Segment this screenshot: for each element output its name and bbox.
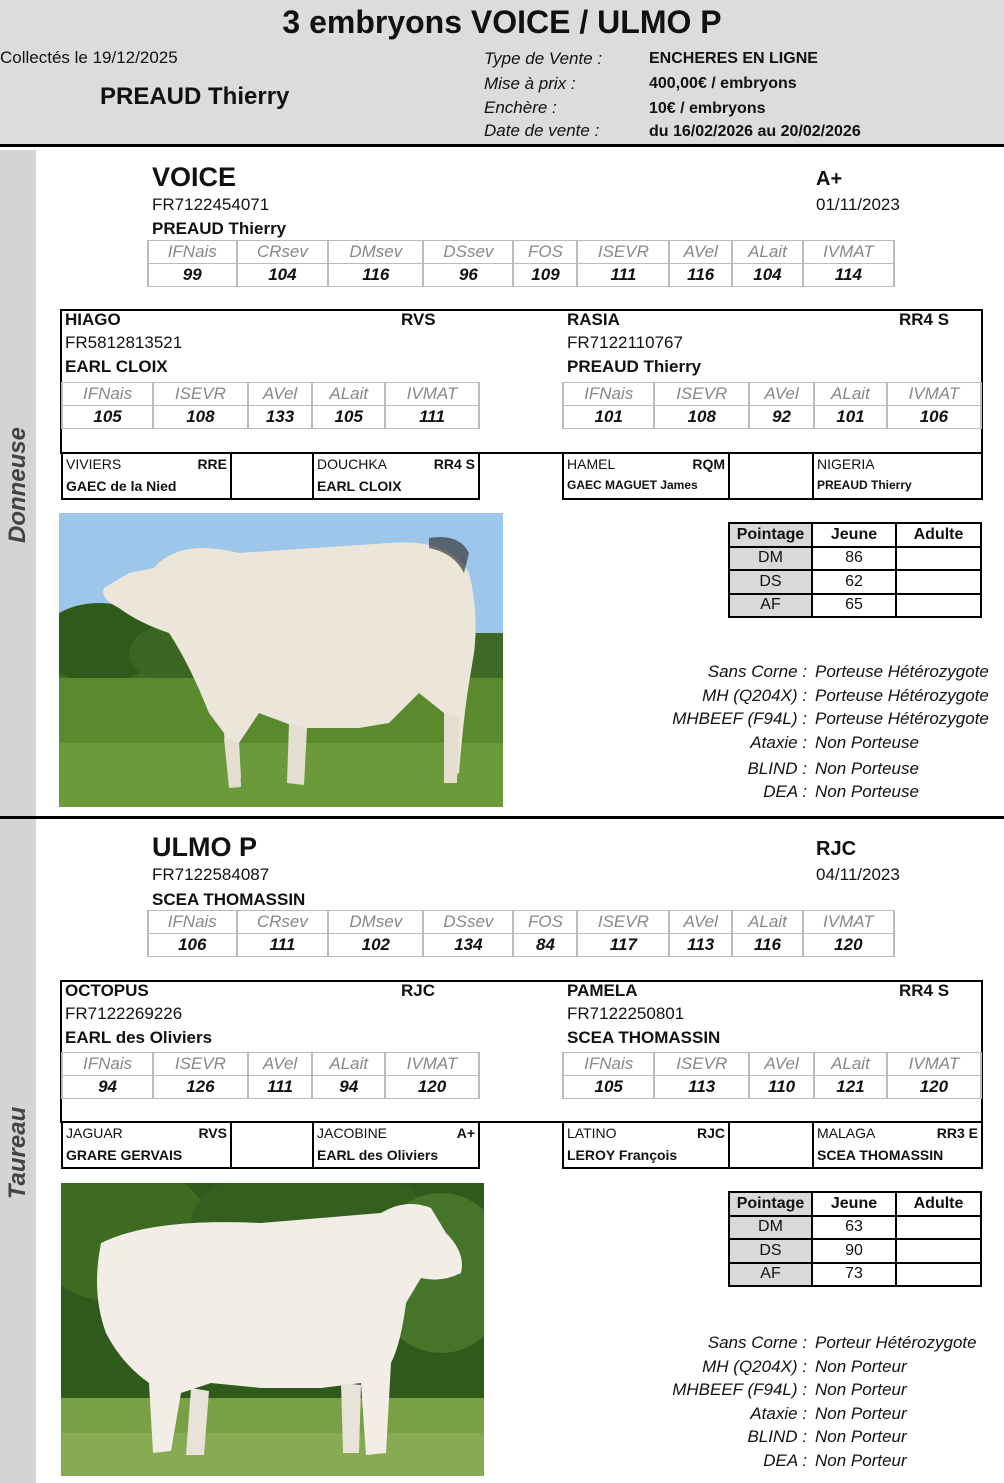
index-value: 92: [749, 406, 814, 429]
grandparent-cell: [812, 1121, 983, 1169]
genetic-label: MH (Q204X) :: [702, 686, 807, 705]
pointage-jeune: 65: [812, 594, 896, 618]
donneuse-sire-breeder: EARL CLOIX: [65, 357, 168, 376]
pointage-header: Pointage: [729, 1192, 812, 1216]
grandparent-grade: A+: [456, 1125, 475, 1141]
index-value: 108: [153, 406, 248, 429]
index-value: 120: [803, 934, 894, 957]
index-header: IVMAT: [887, 383, 981, 406]
donneuse-dam-name: RASIA: [567, 310, 620, 329]
pointage-header: Jeune: [812, 523, 896, 547]
genetic-value: Non Porteuse: [815, 782, 919, 801]
pointage-jeune: 86: [812, 547, 896, 571]
index-header: IVMAT: [803, 911, 894, 934]
genetic-label: DEA :: [763, 1451, 807, 1470]
genetic-value: Non Porteur: [815, 1451, 907, 1470]
grandparent-name: JAGUAR: [66, 1125, 123, 1141]
index-value: 94: [312, 1076, 385, 1099]
index-header: IFNais: [148, 241, 237, 264]
genetic-value: Porteuse Hétérozygote: [815, 662, 989, 681]
taureau-birth: 04/11/2023: [816, 865, 900, 884]
donneuse-sire-id: FR5812813521: [65, 333, 183, 352]
pointage-header: Jeune: [812, 1192, 896, 1216]
index-header: IFNais: [563, 383, 654, 406]
index-header: IVMAT: [385, 383, 479, 406]
index-value: 110: [749, 1076, 814, 1099]
index-value: 102: [328, 934, 423, 957]
index-header: CRsev: [237, 241, 329, 264]
pointage-label: AF: [729, 1263, 812, 1287]
index-header: AVel: [248, 383, 313, 406]
pointage-label: DS: [729, 1239, 812, 1263]
index-header: IVMAT: [887, 1053, 981, 1076]
index-value: 99: [148, 264, 237, 287]
index-value: 105: [563, 1076, 654, 1099]
index-header: AVel: [669, 911, 732, 934]
taureau-photo: [61, 1183, 484, 1476]
taureau-id: FR7122584087: [152, 865, 270, 884]
donneuse-photo: [59, 513, 503, 807]
section-divider: [0, 816, 1004, 819]
pointage-adulte: [896, 1239, 981, 1263]
collection-date: Collectés le 19/12/2025: [0, 48, 178, 67]
genetic-value: Non Porteur: [815, 1380, 907, 1399]
taureau-sire-index-table: [61, 1052, 480, 1099]
start-price: 400,00€ / embryons: [649, 75, 797, 92]
index-header: IVMAT: [385, 1053, 479, 1076]
pointage-adulte: [896, 547, 981, 571]
index-value: 106: [148, 934, 237, 957]
index-value: 104: [237, 264, 329, 287]
pointage-header: Adulte: [896, 523, 981, 547]
start-price-label: Mise à prix :: [484, 74, 576, 93]
index-header: IFNais: [62, 1053, 153, 1076]
genetic-label: Ataxie :: [750, 1404, 807, 1423]
genetic-value: Non Porteuse: [815, 759, 919, 778]
genetic-label: MHBEEF (F94L) :: [672, 709, 807, 728]
grandparent-name: LATINO: [567, 1125, 617, 1141]
index-value: 116: [669, 264, 732, 287]
index-value: 96: [423, 264, 513, 287]
grandparent-spacer: [728, 1121, 814, 1169]
taureau-sire-grade: RJC: [401, 981, 436, 1000]
sale-type: ENCHERES EN LIGNE: [649, 50, 818, 67]
grandparent-grade: RR4 S: [433, 456, 475, 472]
index-header: ISEVR: [654, 383, 749, 406]
index-header: ISEVR: [577, 911, 669, 934]
donneuse-dam-id: FR7122110767: [567, 333, 683, 352]
bid-step: 10€ / embryons: [649, 100, 766, 117]
donneuse-birth: 01/11/2023: [816, 195, 900, 214]
header-owner: PREAUD Thierry: [100, 83, 290, 110]
index-value: 113: [669, 934, 732, 957]
taureau-dam-id: FR7122250801: [567, 1004, 685, 1023]
donneuse-pointage-table: [728, 522, 982, 618]
donneuse-side-label: Donneuse: [4, 426, 31, 544]
bid-label: Enchère :: [484, 98, 557, 117]
grandparent-cell: [562, 1121, 730, 1169]
index-value: 101: [814, 406, 887, 429]
pointage-label: DM: [729, 1216, 812, 1240]
genetic-label: BLIND :: [747, 1427, 807, 1446]
grandparent-spacer: [728, 452, 814, 500]
genetic-label: MHBEEF (F94L) :: [672, 1380, 807, 1399]
donneuse-sire-index-table: [61, 382, 480, 429]
index-value: 111: [577, 264, 669, 287]
index-header: AVel: [749, 1053, 814, 1076]
donneuse-sire-name: HIAGO: [65, 310, 121, 329]
grandparent-owner: EARL des Oliviers: [317, 1147, 439, 1163]
index-value: 117: [577, 934, 669, 957]
index-value: 116: [732, 934, 803, 957]
genetic-label: MH (Q204X) :: [702, 1357, 807, 1376]
sale-date: du 16/02/2026 au 20/02/2026: [649, 123, 861, 140]
genetic-value: Non Porteuse: [815, 733, 919, 752]
index-header: ALait: [312, 1053, 385, 1076]
index-header: ALait: [732, 911, 803, 934]
sale-type-label: Type de Vente :: [484, 49, 603, 68]
genetic-value: Porteuse Hétérozygote: [815, 709, 989, 728]
index-header: ALait: [732, 241, 803, 264]
grandparent-owner: SCEA THOMASSIN: [817, 1147, 944, 1163]
pointage-jeune: 73: [812, 1263, 896, 1287]
index-header: FOS: [513, 241, 577, 264]
index-value: 126: [153, 1076, 248, 1099]
grandparent-grade: RQM: [692, 456, 725, 472]
genetic-value: Porteuse Hétérozygote: [815, 686, 989, 705]
pointage-header: Adulte: [896, 1192, 981, 1216]
index-header: AVel: [248, 1053, 313, 1076]
index-value: 120: [385, 1076, 479, 1099]
taureau-dam-index-table: [562, 1052, 982, 1099]
index-value: 105: [312, 406, 385, 429]
genetic-value: Porteur Hétérozygote: [815, 1333, 977, 1352]
taureau-dam-grade: RR4 S: [899, 981, 950, 1000]
grandparent-cell: [562, 452, 730, 500]
index-value: 109: [513, 264, 577, 287]
pointage-jeune: 63: [812, 1216, 896, 1240]
index-header: IFNais: [563, 1053, 654, 1076]
index-value: 121: [814, 1076, 887, 1099]
index-value: 133: [248, 406, 313, 429]
index-header: IFNais: [62, 383, 153, 406]
index-value: 116: [328, 264, 423, 287]
taureau-grade: RJC: [816, 838, 857, 860]
index-header: ISEVR: [577, 241, 669, 264]
donneuse-sire-grade: RVS: [401, 310, 436, 329]
grandparent-owner: EARL CLOIX: [317, 478, 402, 494]
index-value: 94: [62, 1076, 153, 1099]
pointage-jeune: 62: [812, 570, 896, 594]
pointage-adulte: [896, 594, 981, 618]
index-value: 101: [563, 406, 654, 429]
donneuse-name: VOICE: [152, 162, 237, 192]
index-value: 105: [62, 406, 153, 429]
index-header: ALait: [814, 383, 887, 406]
taureau-dam-name: PAMELA: [567, 981, 638, 1000]
taureau-sire-id: FR7122269226: [65, 1004, 183, 1023]
genetic-value: Non Porteur: [815, 1357, 907, 1376]
pointage-label: DM: [729, 547, 812, 571]
index-header: FOS: [513, 911, 577, 934]
grandparent-name: VIVIERS: [66, 456, 122, 472]
donneuse-dam-index-table: [562, 382, 982, 429]
genetic-value: Non Porteur: [815, 1427, 907, 1446]
pointage-label: AF: [729, 594, 812, 618]
sale-date-label: Date de vente :: [484, 121, 600, 140]
donneuse-grade: A+: [816, 168, 843, 190]
genetic-value: Non Porteur: [815, 1404, 907, 1423]
grandparent-name: HAMEL: [567, 456, 616, 472]
grandparent-cell: [61, 452, 232, 500]
genetic-label: BLIND :: [747, 759, 807, 778]
pointage-adulte: [896, 1263, 981, 1287]
genetic-label: Sans Corne :: [707, 662, 807, 681]
index-value: 111: [385, 406, 479, 429]
index-header: DSsev: [423, 241, 513, 264]
taureau-index-table: [147, 910, 895, 957]
grandparent-owner: GRARE GERVAIS: [66, 1147, 183, 1163]
grandparent-grade: RJC: [696, 1125, 725, 1141]
index-value: 114: [803, 264, 894, 287]
grandparent-name: MALAGA: [817, 1125, 876, 1141]
grandparent-owner: PREAUD Thierry: [817, 478, 912, 492]
index-header: ALait: [312, 383, 385, 406]
index-value: 106: [887, 406, 981, 429]
grandparent-spacer: [230, 1121, 314, 1169]
donneuse-breeder: PREAUD Thierry: [152, 219, 287, 238]
grandparent-cell: [312, 452, 480, 500]
donneuse-id: FR7122454071: [152, 195, 270, 214]
index-header: DMsev: [328, 911, 423, 934]
donneuse-dam-grade: RR4 S: [899, 310, 950, 329]
index-header: ISEVR: [153, 383, 248, 406]
grandparent-owner: GAEC MAGUET James: [567, 478, 698, 492]
index-value: 111: [248, 1076, 313, 1099]
index-header: ISEVR: [654, 1053, 749, 1076]
grandparent-grade: RR3 E: [936, 1125, 978, 1141]
index-header: CRsev: [237, 911, 329, 934]
index-value: 104: [732, 264, 803, 287]
index-value: 113: [654, 1076, 749, 1099]
taureau-side-label: Taureau: [4, 1106, 31, 1200]
index-header: DMsev: [328, 241, 423, 264]
index-header: ISEVR: [153, 1053, 248, 1076]
genetic-label: Ataxie :: [750, 733, 807, 752]
index-header: AVel: [749, 383, 814, 406]
grandparent-spacer: [230, 452, 314, 500]
index-value: 120: [887, 1076, 981, 1099]
grandparent-cell: [312, 1121, 480, 1169]
index-header: IFNais: [148, 911, 237, 934]
pointage-adulte: [896, 570, 981, 594]
grandparent-grade: RVS: [198, 1125, 227, 1141]
pointage-header: Pointage: [729, 523, 812, 547]
grandparent-owner: GAEC de la Nied: [66, 478, 177, 494]
index-header: DSsev: [423, 911, 513, 934]
pointage-jeune: 90: [812, 1239, 896, 1263]
taureau-name: ULMO P: [152, 832, 257, 862]
grandparent-name: NIGERIA: [817, 456, 875, 472]
index-header: IVMAT: [803, 241, 894, 264]
taureau-dam-breeder: SCEA THOMASSIN: [567, 1028, 721, 1047]
index-value: 134: [423, 934, 513, 957]
grandparent-cell: [812, 452, 983, 500]
index-value: 108: [654, 406, 749, 429]
grandparent-name: JACOBINE: [317, 1125, 388, 1141]
index-header: ALait: [814, 1053, 887, 1076]
genetic-label: Sans Corne :: [707, 1333, 807, 1352]
pointage-adulte: [896, 1216, 981, 1240]
index-value: 84: [513, 934, 577, 957]
taureau-sire-name: OCTOPUS: [65, 981, 149, 1000]
page-title: 3 embryons VOICE / ULMO P: [282, 4, 722, 40]
index-header: AVel: [669, 241, 732, 264]
grandparent-cell: [61, 1121, 232, 1169]
taureau-pointage-table: [728, 1191, 982, 1287]
grandparent-grade: RRE: [197, 456, 227, 472]
pointage-label: DS: [729, 570, 812, 594]
grandparent-owner: LEROY François: [567, 1147, 678, 1163]
donneuse-dam-breeder: PREAUD Thierry: [567, 357, 702, 376]
taureau-sire-breeder: EARL des Oliviers: [65, 1028, 213, 1047]
genetic-label: DEA :: [763, 782, 807, 801]
grandparent-name: DOUCHKA: [317, 456, 388, 472]
index-value: 111: [237, 934, 329, 957]
donneuse-index-table: [147, 240, 895, 287]
taureau-breeder: SCEA THOMASSIN: [152, 890, 306, 909]
